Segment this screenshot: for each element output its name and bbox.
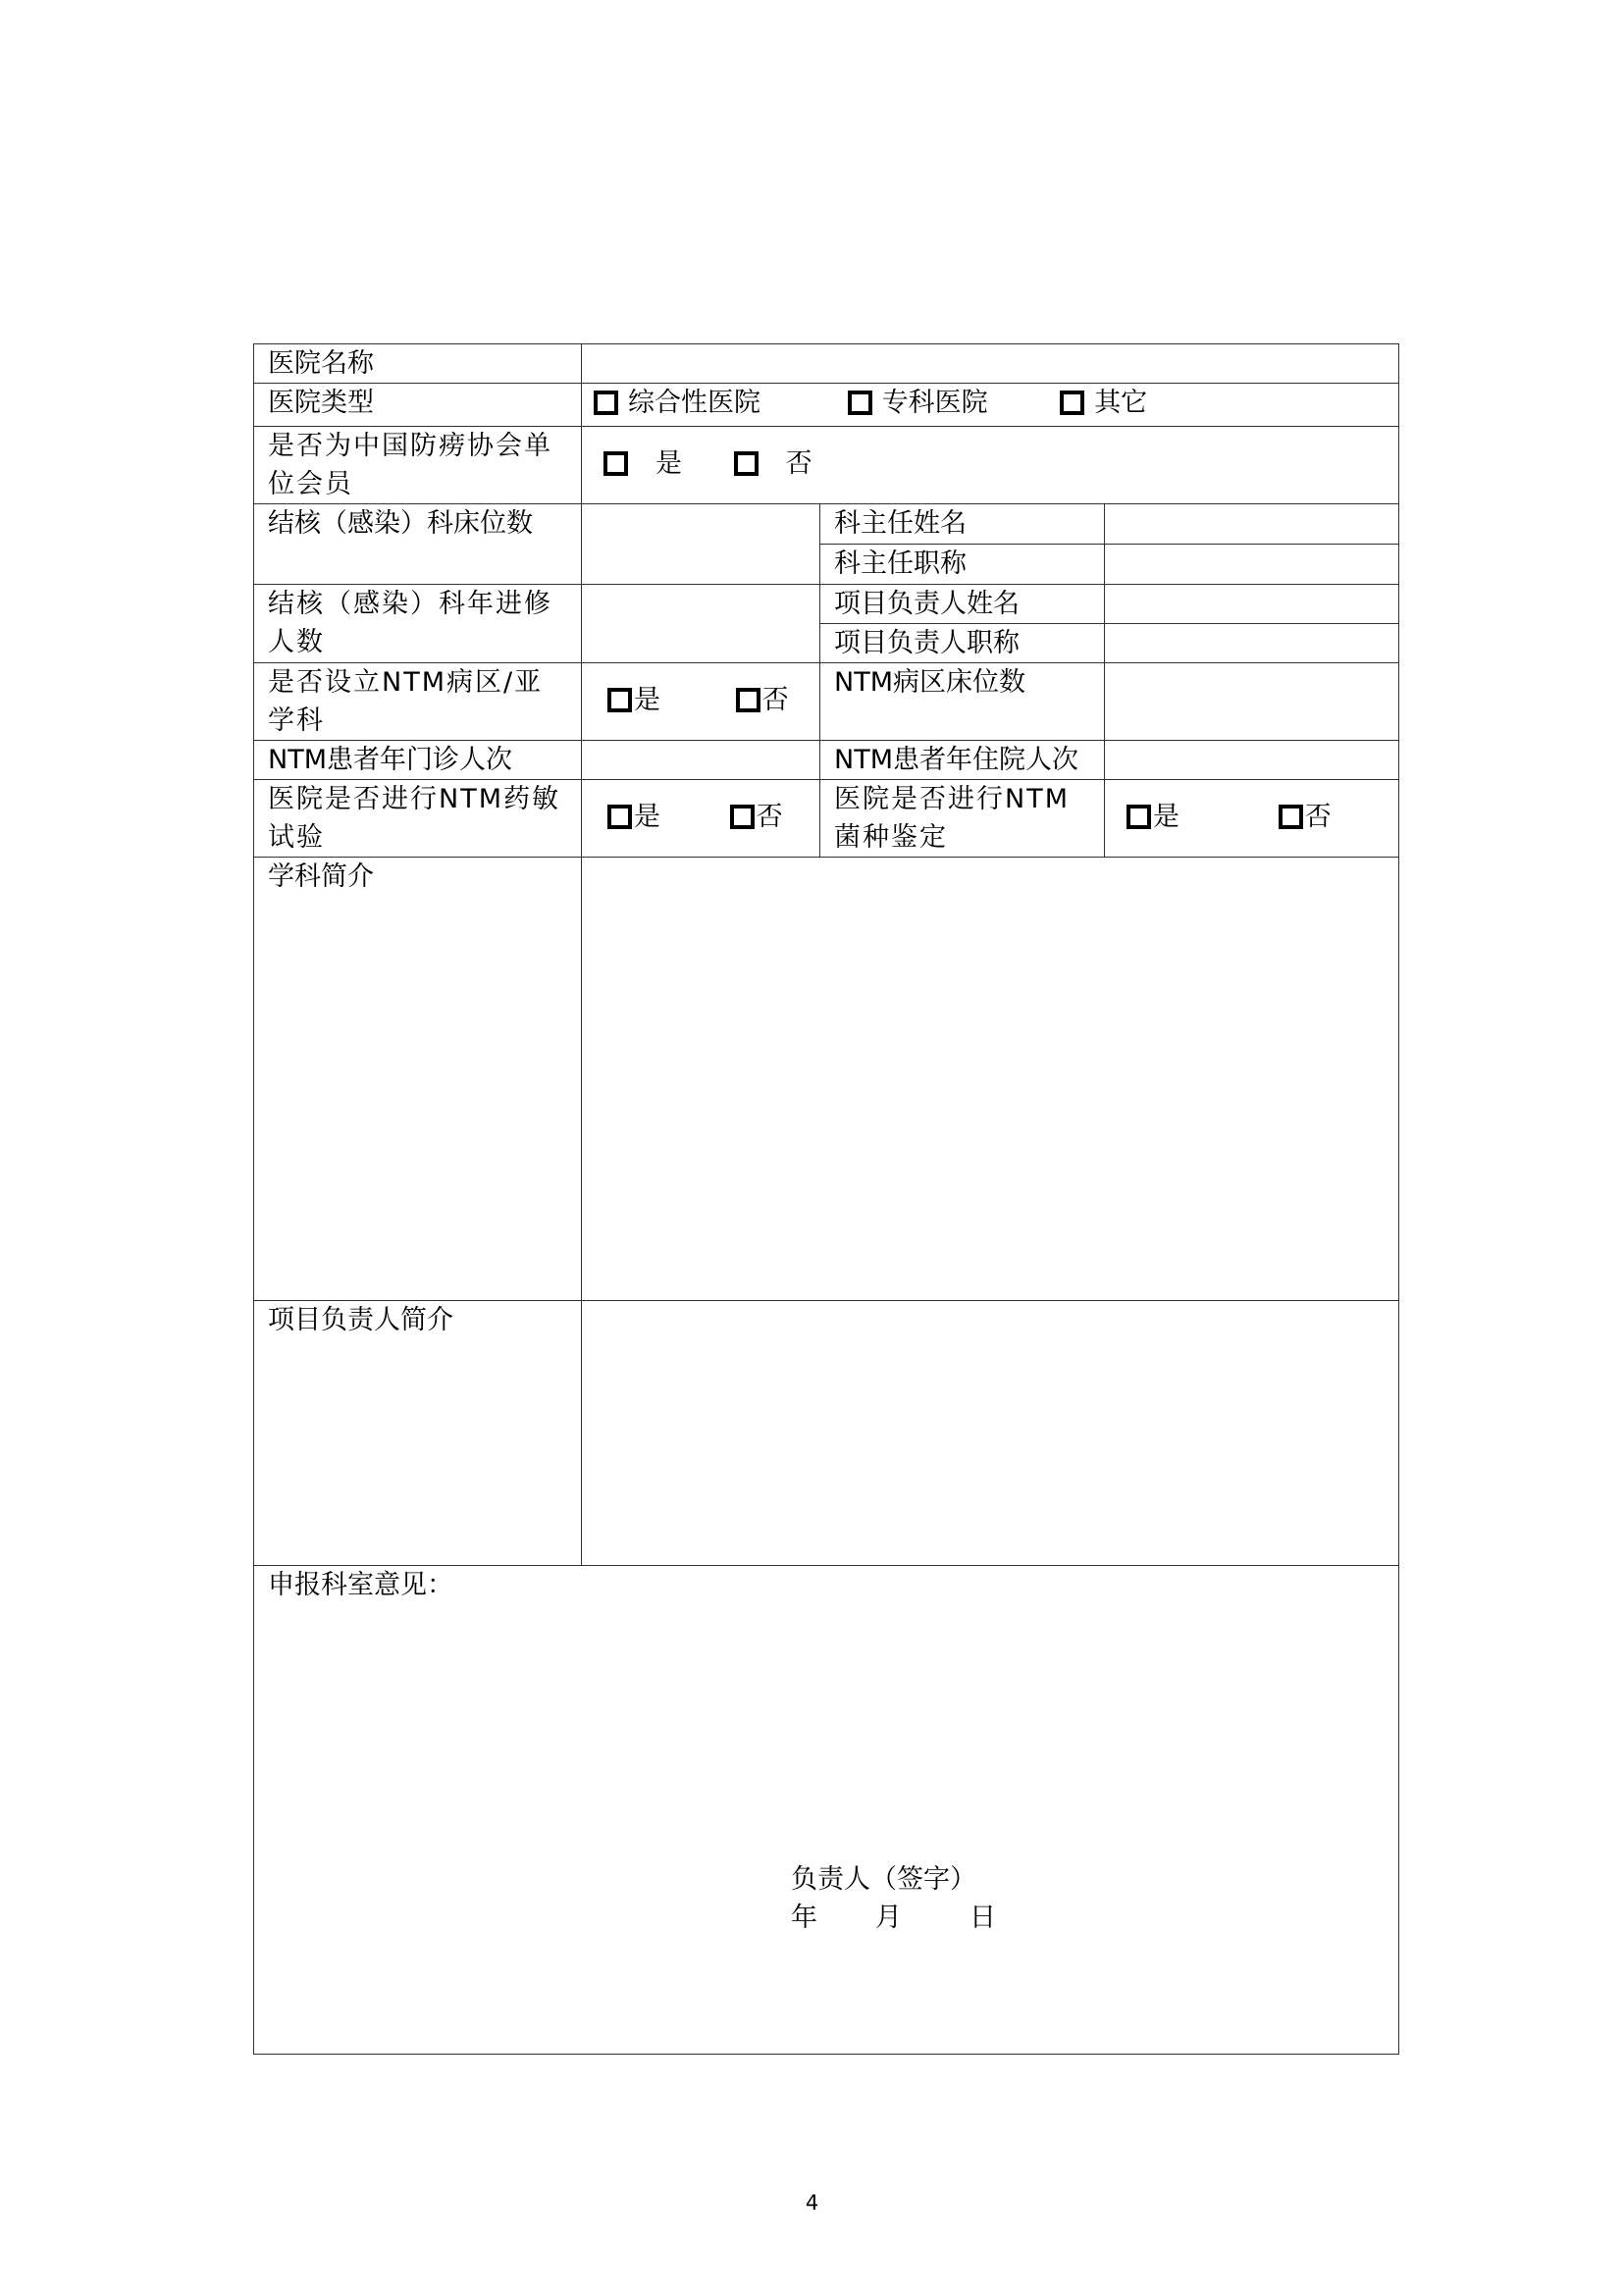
row-member (254, 427, 1399, 504)
ntm-ward-label: 是否设立NTM病区/亚学科 (254, 663, 582, 741)
leader-intro-field[interactable] (582, 1301, 1399, 1566)
director-name-label: 科主任姓名 (820, 504, 1105, 545)
hospital-type-label: 医院类型 (254, 384, 582, 427)
hospital-name-label: 医院名称 (254, 344, 582, 384)
hospital-type-options (582, 384, 1399, 427)
option-specialty-hospital[interactable]: 专科医院 (848, 384, 988, 422)
option-ntm-ward-no[interactable]: 否 (736, 681, 789, 719)
ntm-ward-options (582, 663, 820, 741)
discipline-intro-field[interactable] (582, 858, 1399, 1301)
checkbox-icon[interactable] (736, 688, 760, 712)
checkbox-icon[interactable] (1126, 805, 1151, 829)
discipline-intro-label: 学科简介 (254, 858, 582, 1301)
tb-beds-field[interactable] (582, 504, 820, 585)
application-form-table (253, 343, 1399, 2055)
day-label: 日 (969, 1903, 996, 1933)
ntm-outpatient-label: NTM患者年门诊人次 (254, 741, 582, 780)
date-line (791, 1899, 996, 1937)
option-member-no[interactable]: 否 (734, 444, 812, 483)
leader-title-label: 项目负责人职称 (820, 624, 1105, 663)
species-label: 医院是否进行NTM菌种鉴定 (820, 780, 1105, 858)
option-species-no[interactable]: 否 (1279, 798, 1332, 836)
checkbox-icon[interactable] (730, 805, 755, 829)
trainees-label: 结核（感染）科年进修人数 (254, 585, 582, 663)
checkbox-icon[interactable] (607, 688, 632, 712)
row-hospital-type (254, 384, 1399, 427)
row-discipline-intro (254, 858, 1399, 1301)
row-dept-opinion (254, 1566, 1399, 2055)
checkbox-icon[interactable] (603, 451, 628, 476)
option-species-yes[interactable]: 是 (1126, 798, 1179, 836)
checkbox-icon[interactable] (1279, 805, 1303, 829)
row-ntm-tests (254, 780, 1399, 858)
leader-name-field[interactable] (1105, 585, 1399, 624)
director-title-label: 科主任职称 (820, 545, 1105, 585)
option-other[interactable]: 其它 (1060, 384, 1147, 422)
dst-options (582, 780, 820, 858)
checkbox-icon[interactable] (607, 805, 632, 829)
row-ntm-visits (254, 741, 1399, 780)
hospital-name-field[interactable] (582, 344, 1399, 384)
option-dst-no[interactable]: 否 (730, 798, 783, 836)
page-number: 4 (805, 2191, 819, 2215)
checkbox-icon[interactable] (1060, 391, 1084, 415)
ntm-inpatient-label: NTM患者年住院人次 (820, 741, 1105, 780)
row-ntm-ward (254, 663, 1399, 741)
leader-name-label: 项目负责人姓名 (820, 585, 1105, 624)
director-title-field[interactable] (1105, 545, 1399, 585)
option-ntm-ward-yes[interactable]: 是 (607, 681, 660, 719)
dept-opinion-label: 申报科室意见： (268, 1570, 453, 1600)
signer-label: 负责人（签字） (791, 1864, 976, 1895)
leader-title-field[interactable] (1105, 624, 1399, 663)
row-trainees (254, 585, 1399, 624)
checkbox-icon[interactable] (734, 451, 759, 476)
tb-beds-label: 结核（感染）科床位数 (254, 504, 582, 585)
dst-label: 医院是否进行NTM药敏试验 (254, 780, 582, 858)
member-options (582, 427, 1399, 504)
ntm-beds-field[interactable] (1105, 663, 1399, 741)
dept-opinion-cell[interactable] (254, 1566, 1399, 2055)
member-label: 是否为中国防痨协会单位会员 (254, 427, 582, 504)
species-options (1105, 780, 1399, 858)
leader-intro-label: 项目负责人简介 (254, 1301, 582, 1566)
option-general-hospital[interactable]: 综合性医院 (594, 384, 760, 422)
option-dst-yes[interactable]: 是 (607, 798, 660, 836)
year-label: 年 (791, 1903, 817, 1933)
director-name-field[interactable] (1105, 504, 1399, 545)
month-label: 月 (875, 1903, 902, 1933)
trainees-field[interactable] (582, 585, 820, 663)
row-hospital-name (254, 344, 1399, 384)
ntm-beds-label: NTM病区床位数 (820, 663, 1105, 741)
ntm-inpatient-field[interactable] (1105, 741, 1399, 780)
checkbox-icon[interactable] (848, 391, 872, 415)
signature-block (791, 1860, 996, 1937)
ntm-outpatient-field[interactable] (582, 741, 820, 780)
row-leader-intro (254, 1301, 1399, 1566)
row-tb-beds (254, 504, 1399, 545)
checkbox-icon[interactable] (594, 391, 618, 415)
option-member-yes[interactable]: 是 (603, 444, 682, 483)
